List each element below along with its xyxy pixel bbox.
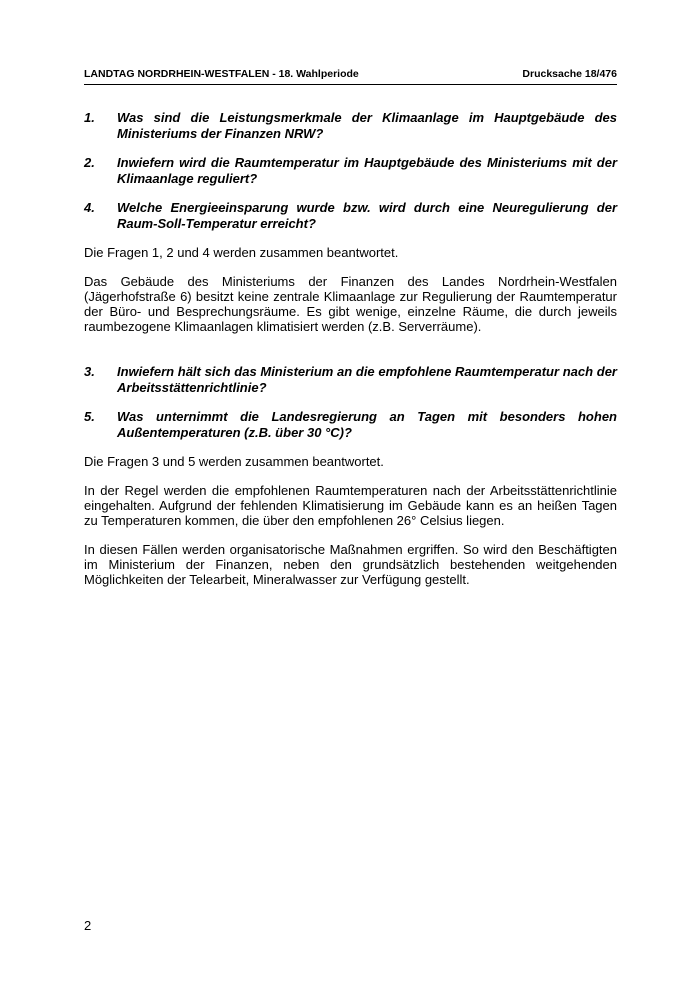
question-number: 2.: [84, 155, 95, 170]
answer-paragraph: In diesen Fällen werden organisatorische Maßnahmen ergriffen. So wird den Beschäftigten im Ministerium der Finanzen, neben den grundsätzlich bestehenden weitgehenden Möglichkeiten der Telearbeit, Mineralwasser zur Verfügung gestellt.: [84, 542, 617, 587]
question-item: [84, 409, 617, 441]
question-text: Was unternimmt die Landesregierung an Tagen mit besonders hohen Außentemperaturen (z.B. über 30 °C)?: [117, 409, 617, 440]
answer-paragraph: Das Gebäude des Ministeriums der Finanzen des Landes Nordrhein-Westfalen (Jägerhofstraße 6) besitzt keine zentrale Klimaanlage zur Regulierung der Raumtemperatur der Büro- und Besprechungsräume. Es gibt wenige, einzelne Räume, die durch jeweils raumbezogene Klimaanlagen klimatisiert werden (z.B. Serverräume).: [84, 274, 617, 334]
document-number: Drucksache 18/476: [522, 68, 617, 80]
question-number: 1.: [84, 110, 95, 125]
question-text: Was sind die Leistungsmerkmale der Klimaanlage im Hauptgebäude des Ministeriums der Finanzen NRW?: [117, 110, 617, 141]
question-item: [84, 200, 617, 232]
answer-paragraph: In der Regel werden die empfohlenen Raumtemperaturen nach der Arbeitsstättenrichtlinie eingehalten. Aufgrund der fehlenden Klimatisierung im Gebäude kann es an heißen Tagen zu Temperaturen kommen, die über den empfohlenen 26° Celsius liegen.: [84, 483, 617, 528]
question-number: 5.: [84, 409, 95, 424]
question-number: 3.: [84, 364, 95, 379]
question-text: Welche Energieeinsparung wurde bzw. wird durch eine Neuregulierung der Raum-Soll-Temperatur erreicht?: [117, 200, 617, 231]
answer-intro: Die Fragen 1, 2 und 4 werden zusammen beantwortet.: [84, 245, 399, 260]
page-number: 2: [84, 918, 92, 933]
question-item: [84, 110, 617, 142]
question-number: 4.: [84, 200, 95, 215]
answer-intro: Die Fragen 3 und 5 werden zusammen beantwortet.: [84, 454, 384, 469]
question-text: Inwiefern wird die Raumtemperatur im Hauptgebäude des Ministeriums mit der Klimaanlage reguliert?: [117, 155, 617, 186]
question-item: [84, 155, 617, 187]
page-header: [84, 66, 617, 85]
header-title: LANDTAG NORDRHEIN-WESTFALEN - 18. Wahlperiode: [84, 68, 359, 80]
document-body: [84, 110, 617, 601]
question-text: Inwiefern hält sich das Ministerium an die empfohlene Raumtemperatur nach der Arbeitsstättenrichtlinie?: [117, 364, 617, 395]
question-item: [84, 364, 617, 396]
